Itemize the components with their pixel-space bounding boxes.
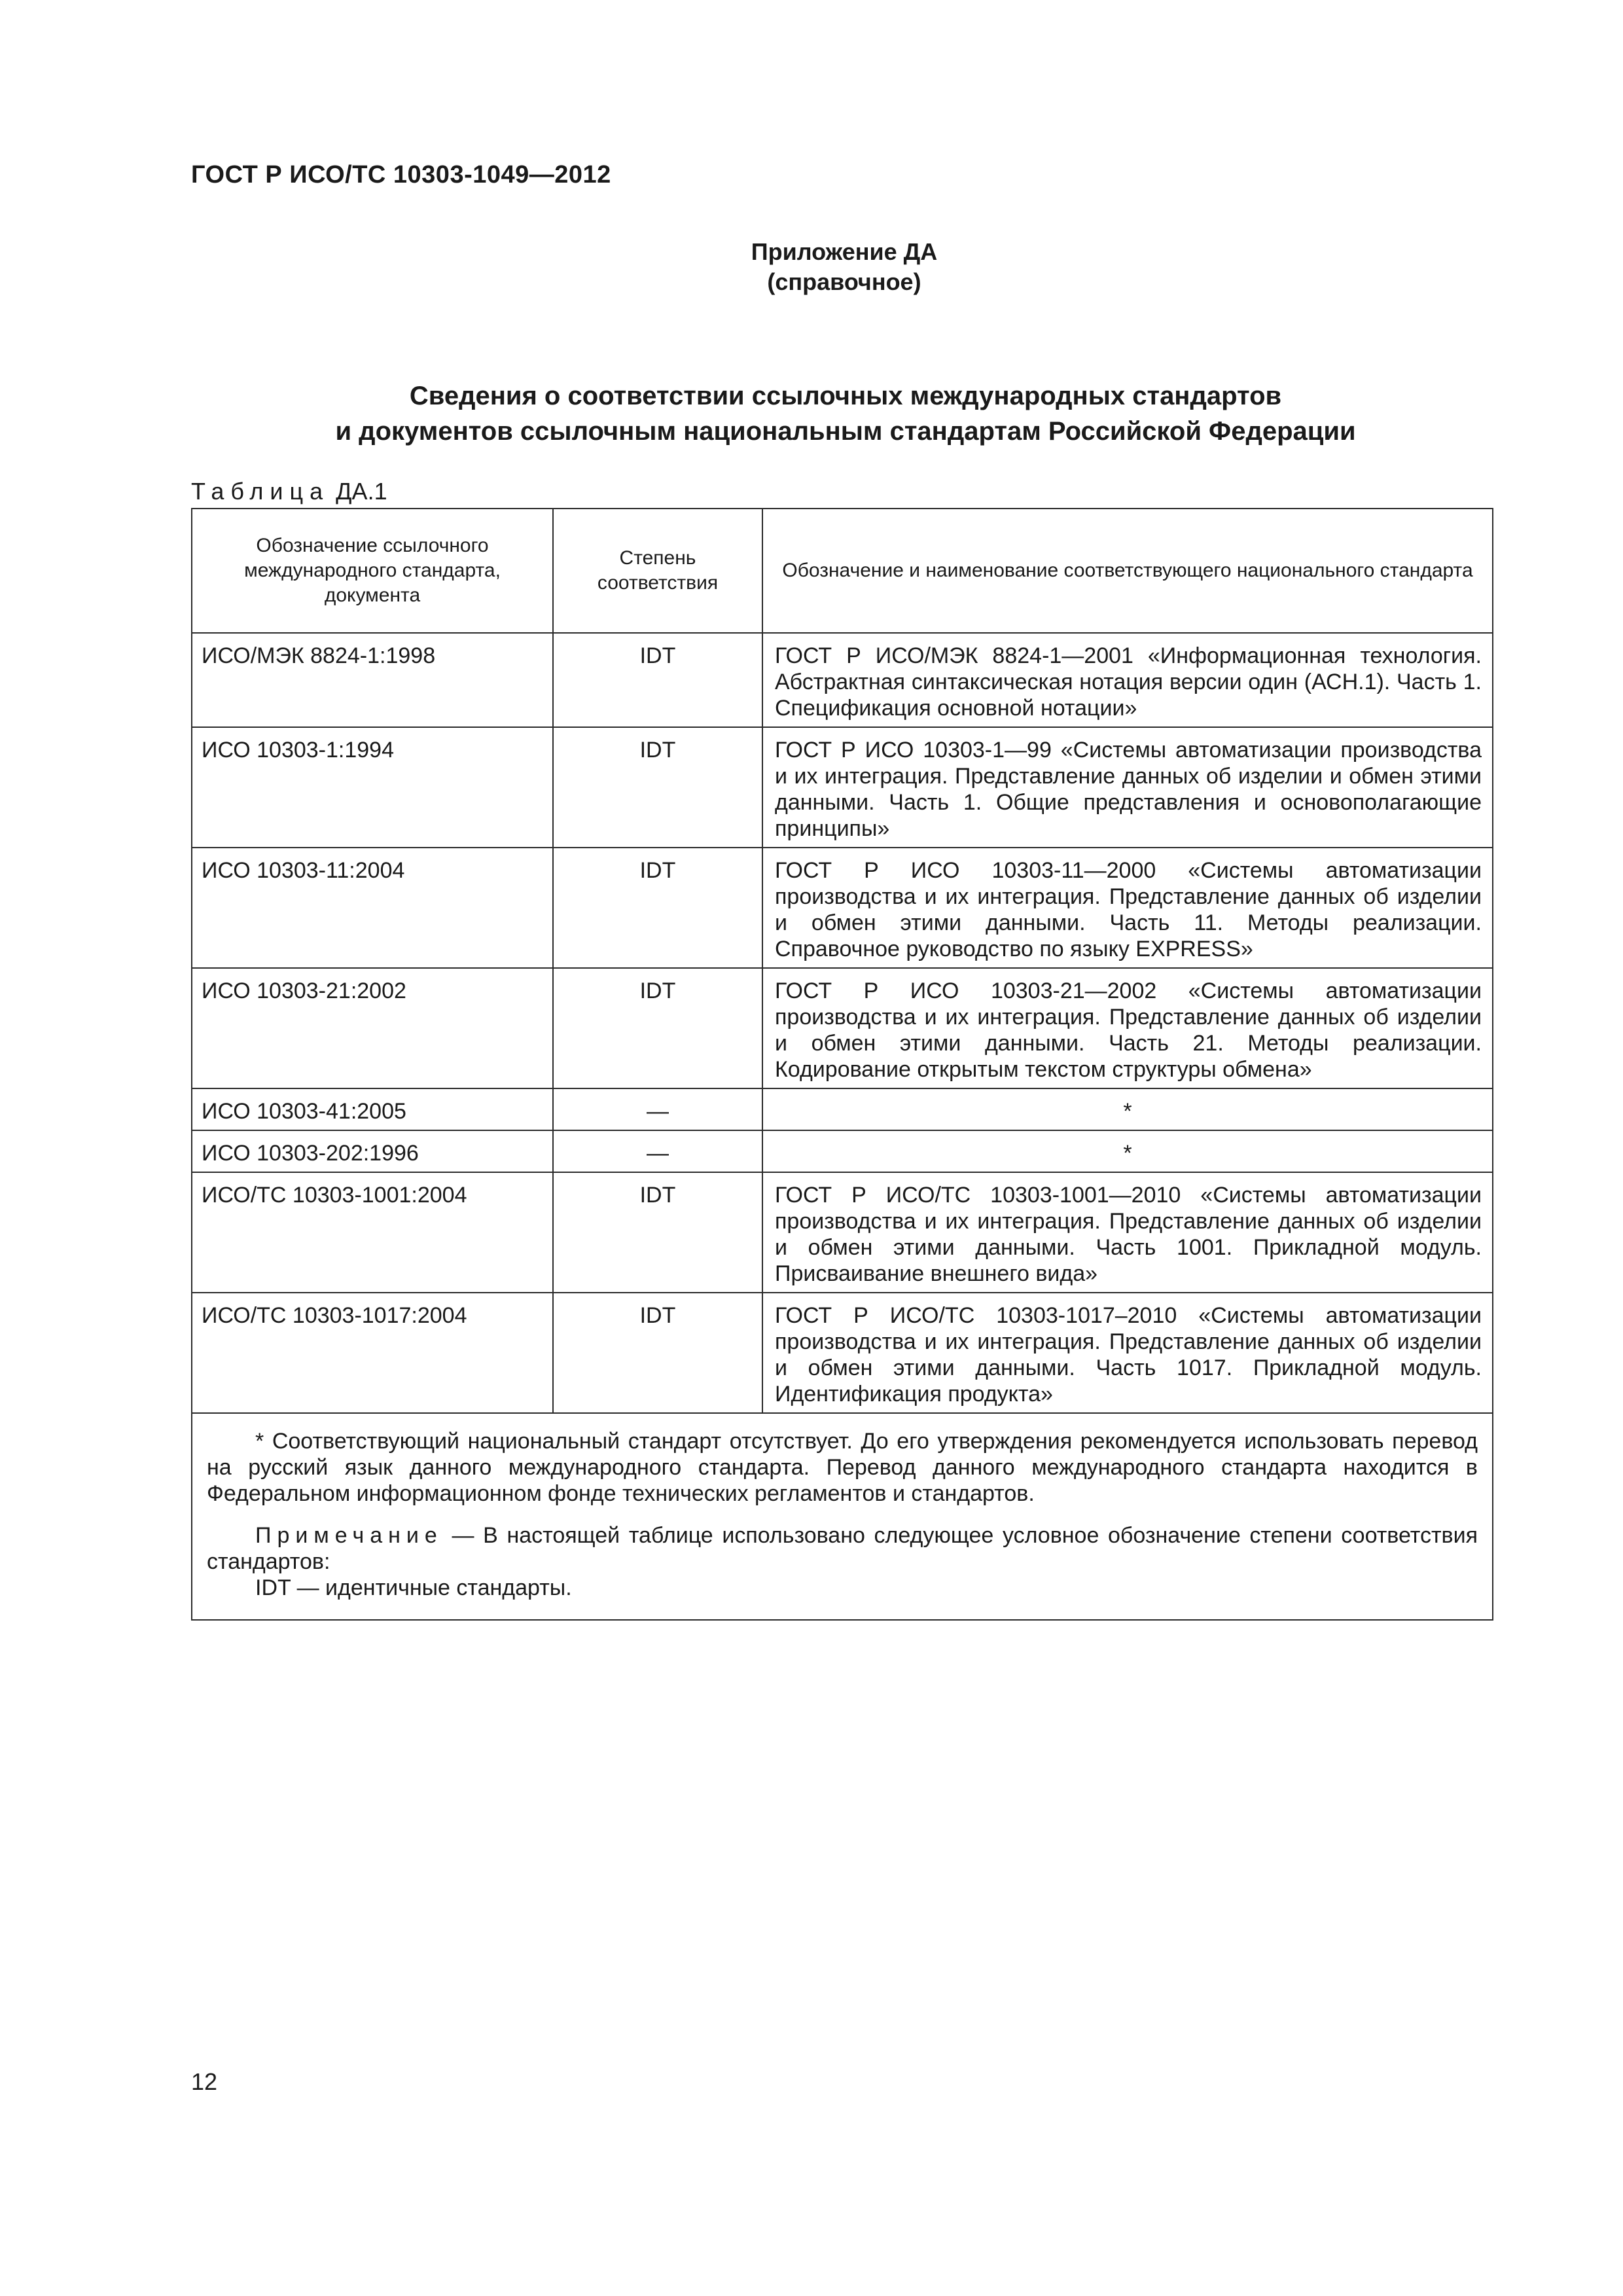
national-standard-cell: ГОСТ Р ИСО 10303-11—2000 «Системы автоматизации производства и их интеграция. Представление данных об изделии и обмен этими данными. Часть 11. Методы реализации. Справочное руководство по языку EXPRESS» [762,848,1493,968]
page-number: 12 [191,2068,218,2095]
degree-cell: IDT [553,633,762,727]
table-row [192,727,1493,848]
table-header-row [192,509,1493,633]
intl-standard-cell: ИСО/ТС 10303-1001:2004 [192,1172,553,1293]
table-caption-word: Таблица [191,478,330,505]
section-title-line2: и документов ссылочным национальным стандартам Российской Федерации [335,417,1356,446]
table-footer [192,1413,1493,1620]
degree-cell: — [553,1088,762,1130]
degree-cell: IDT [553,968,762,1088]
table-caption [191,478,387,505]
table-row [192,633,1493,727]
intl-standard-cell: ИСО/ТС 10303-1017:2004 [192,1293,553,1413]
degree-cell: IDT [553,1172,762,1293]
table-row [192,848,1493,968]
table-footer-row [192,1413,1493,1620]
degree-cell: IDT [553,727,762,848]
national-standard-cell: * [762,1130,1493,1172]
note-text: — В настоящей таблице использовано следующее условное обозначение степени соответствия стандартов: [207,1523,1478,1574]
intl-standard-cell: ИСО 10303-21:2002 [192,968,553,1088]
table-row [192,1088,1493,1130]
intl-standard-cell: ИСО 10303-202:1996 [192,1130,553,1172]
note-item: IDT — идентичные стандарты. [255,1575,572,1600]
note-label: Примечание [255,1523,443,1548]
national-standard-cell: ГОСТ Р ИСО/ТС 10303-1001—2010 «Системы автоматизации производства и их интеграция. Представление данных об изделии и обмен этими данными. Часть 1001. Прикладной модуль. Присваивание внешнего вида» [762,1172,1493,1293]
national-standard-cell: ГОСТ Р ИСО/ТС 10303-1017–2010 «Системы автоматизации производства и их интеграция. Представление данных об изделии и обмен этими данными. Часть 1017. Прикладной модуль. Идентификация продукта» [762,1293,1493,1413]
table-row [192,1172,1493,1293]
national-standard-cell: ГОСТ Р ИСО 10303-21—2002 «Системы автоматизации производства и их интеграция. Представление данных об изделии и обмен этими данными. Часть 21. Методы реализации. Кодирование открытым текстом структуры обмена» [762,968,1493,1088]
intl-standard-cell: ИСО 10303-1:1994 [192,727,553,848]
table-row [192,1293,1493,1413]
standards-table [191,508,1493,1621]
table-row [192,1130,1493,1172]
degree-cell: — [553,1130,762,1172]
appendix-type: (справочное) [767,268,921,295]
note [207,1522,1478,1575]
document-code: ГОСТ Р ИСО/ТС 10303-1049—2012 [191,161,611,188]
table-row [192,968,1493,1088]
header-degree: Степень соответствия [553,509,762,633]
header-national-standard: Обозначение и наименование соответствующего национального стандарта [762,509,1493,633]
intl-standard-cell: ИСО 10303-41:2005 [192,1088,553,1130]
section-title-line1: Сведения о соответствии ссылочных международных стандартов [409,382,1282,410]
intl-standard-cell: ИСО 10303-11:2004 [192,848,553,968]
degree-cell: IDT [553,1293,762,1413]
appendix-label: Приложение ДА [751,238,938,265]
degree-cell: IDT [553,848,762,968]
header-international-standard: Обозначение ссылочного международного стандарта, документа [192,509,553,633]
table-caption-number: ДА.1 [336,478,387,505]
footnote: * Соответствующий национальный стандарт отсутствует. До его утверждения рекомендуется использовать перевод на русский язык данного международного стандарта. Перевод данного международного стандарта находится в Федеральном информационном фонде технических регламентов и стандартов. [207,1429,1478,1506]
intl-standard-cell: ИСО/МЭК 8824-1:1998 [192,633,553,727]
national-standard-cell: ГОСТ Р ИСО 10303-1—99 «Системы автоматизации производства и их интеграция. Представление данных об изделии и обмен этими данными. Часть 1. Общие представления и основополагающие принципы» [762,727,1493,848]
national-standard-cell: ГОСТ Р ИСО/МЭК 8824-1—2001 «Информационная технология. Абстрактная синтаксическая нотация версии один (АСН.1). Часть 1. Спецификация основной нотации» [762,633,1493,727]
national-standard-cell: * [762,1088,1493,1130]
